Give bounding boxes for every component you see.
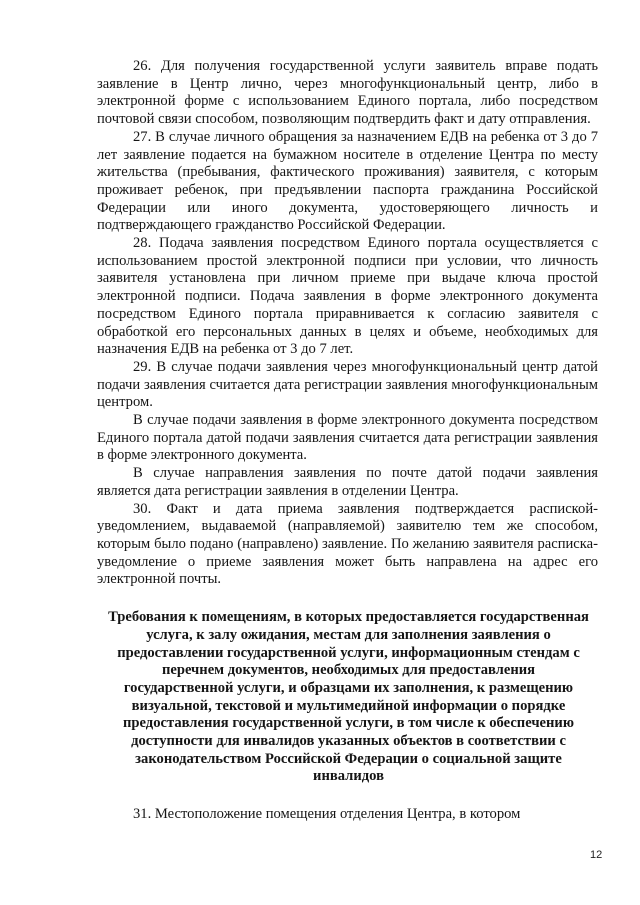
paragraph-29-electronic: В случае подачи заявления в форме электронного документа посредством Единого портала датой подачи заявления считается дата регистрации заявления в форме электронного документа. <box>97 412 598 464</box>
page-number: 12 <box>590 849 603 861</box>
heading-line: инвалидов <box>313 768 384 785</box>
paragraph-29-post: В случае направления заявления по почте датой подачи заявления является дата регистрации заявления в отделении Центра. <box>97 465 598 499</box>
heading-line: перечнем документов, необходимых для предоставления <box>161 662 536 679</box>
heading-line: предоставления государственной услуги, в том числе к обеспечению <box>123 715 574 732</box>
heading-line: доступности для инвалидов указанных объектов в соответствии с <box>131 733 566 750</box>
heading-line: визуальной, текстовой и мультимедийной информации о порядке <box>131 697 566 714</box>
paragraph-31: 31. Местоположение помещения отделения Центра, в котором <box>133 806 521 823</box>
heading-line: законодательством Российской Федерации о социальной защите <box>135 750 562 767</box>
heading-line: государственной услуги, и образцами их заполнения, к размещению <box>123 679 574 696</box>
heading-line: предоставлении государственной услуги, информационным стендам с <box>117 644 580 661</box>
paragraph-29: 29. В случае подачи заявления через многофункциональный центр датой подачи заявления считается дата регистрации заявления многофункциональным центром. <box>97 358 598 411</box>
section-heading <box>91 609 606 786</box>
paragraph-27: 27. В случае личного обращения за назначением ЕДВ на ребенка от 3 до 7 лет заявление подается на бумажном носителе в отделение Центра по месту жительства (пребывания, фактического проживания) заявителя, с которым проживает ребенок, при предъявлении паспорта гражданина Российской Федерации или иного документа, удостоверяющего личность и подтверждающего гражданство Российской Федерации. <box>97 128 598 234</box>
heading-line: услуга, к залу ожидания, местам для заполнения заявления о <box>146 626 551 643</box>
paragraph-26: 26. Для получения государственной услуги заявитель вправе подать заявление в Центр лично, через многофункциональный центр, либо в электронной форме с использованием Единого портала, либо посредством почтовой связи способом, позволяющим подтвердить факт и дату отправления. <box>97 58 598 128</box>
heading-line: Требования к помещениям, в которых предоставляется государственная <box>108 609 589 626</box>
paragraph-28: 28. Подача заявления посредством Единого портала осуществляется с использованием простой электронной подписи при условии, что личность заявителя установлена при личном приеме при выдаче ключа простой электронной подписи. Подача заявления в форме электронного документа посредством Единого портала приравнивается к согласию заявителя с обработкой его персональных данных в целях и объеме, необходимых для назначения ЕДВ на ребенка от 3 до 7 лет. <box>97 235 598 358</box>
paragraph-30: 30. Факт и дата приема заявления подтверждается распиской-уведомлением, выдаваемой (направляемой) заявителю тем же способом, которым было подано (направлено) заявление. По желанию заявителя расписка-уведомление о приеме заявления может быть направлена на адрес его электронной почты. <box>97 500 598 588</box>
